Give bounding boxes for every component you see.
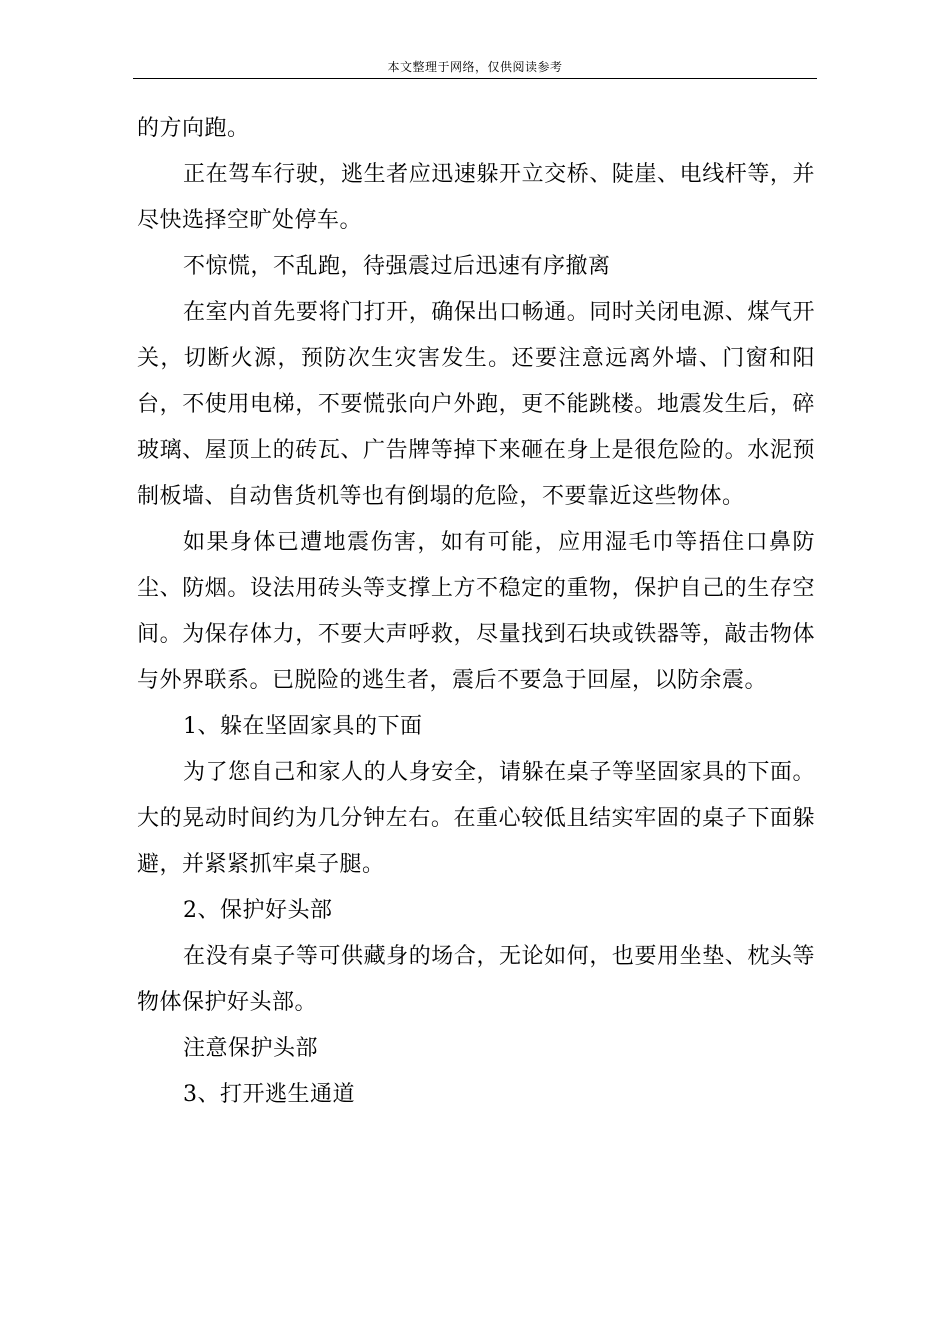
paragraph-3: 不惊慌，不乱跑，待强震过后迅速有序撤离	[183, 254, 611, 279]
paragraph-5: 如果身体已遭地震伤害，如有可能，应用湿毛巾等捂住口鼻防尘、防烟。设法用砖头等支撑上方不稳定的重物，保护自己的生存空间。为保存体力，不要大声呼救，尽量找到石块或铁器等，敲击物体与外界联系。已脱险的逃生者，震后不要急于回屋，以防余震。	[137, 530, 815, 693]
paragraph-6: 为了您自己和家人的人身安全，请躲在桌子等坚固家具的下面。大的晃动时间约为几分钟左右。在重心较低且结实牢固的桌子下面躲避，并紧紧抓牢桌子腿。	[137, 760, 815, 877]
document-body	[137, 106, 815, 1118]
section-heading-2: 2、保护好头部	[183, 898, 333, 923]
section-heading-1: 1、躲在坚固家具的下面	[183, 714, 423, 739]
paragraph-7: 在没有桌子等可供藏身的场合，无论如何，也要用坐垫、枕头等物体保护好头部。	[137, 944, 815, 1015]
paragraph-1: 的方向跑。	[137, 116, 250, 141]
paragraph-4: 在室内首先要将门打开，确保出口畅通。同时关闭电源、煤气开关，切断火源，预防次生灾害发生。还要注意远离外墙、门窗和阳台，不使用电梯，不要慌张向户外跑，更不能跳楼。地震发生后，碎玻璃、屋顶上的砖瓦、广告牌等掉下来砸在身上是很危险的。水泥预制板墙、自动售货机等也有倒塌的危险，不要靠近这些物体。	[137, 300, 815, 509]
page-header: 本文整理于网络，仅供阅读参考	[133, 60, 817, 79]
paragraph-2: 正在驾车行驶，逃生者应迅速躲开立交桥、陡崖、电线杆等，并尽快选择空旷处停车。	[137, 162, 815, 233]
section-heading-3: 3、打开逃生通道	[183, 1082, 355, 1107]
note-line: 注意保护头部	[183, 1036, 319, 1061]
